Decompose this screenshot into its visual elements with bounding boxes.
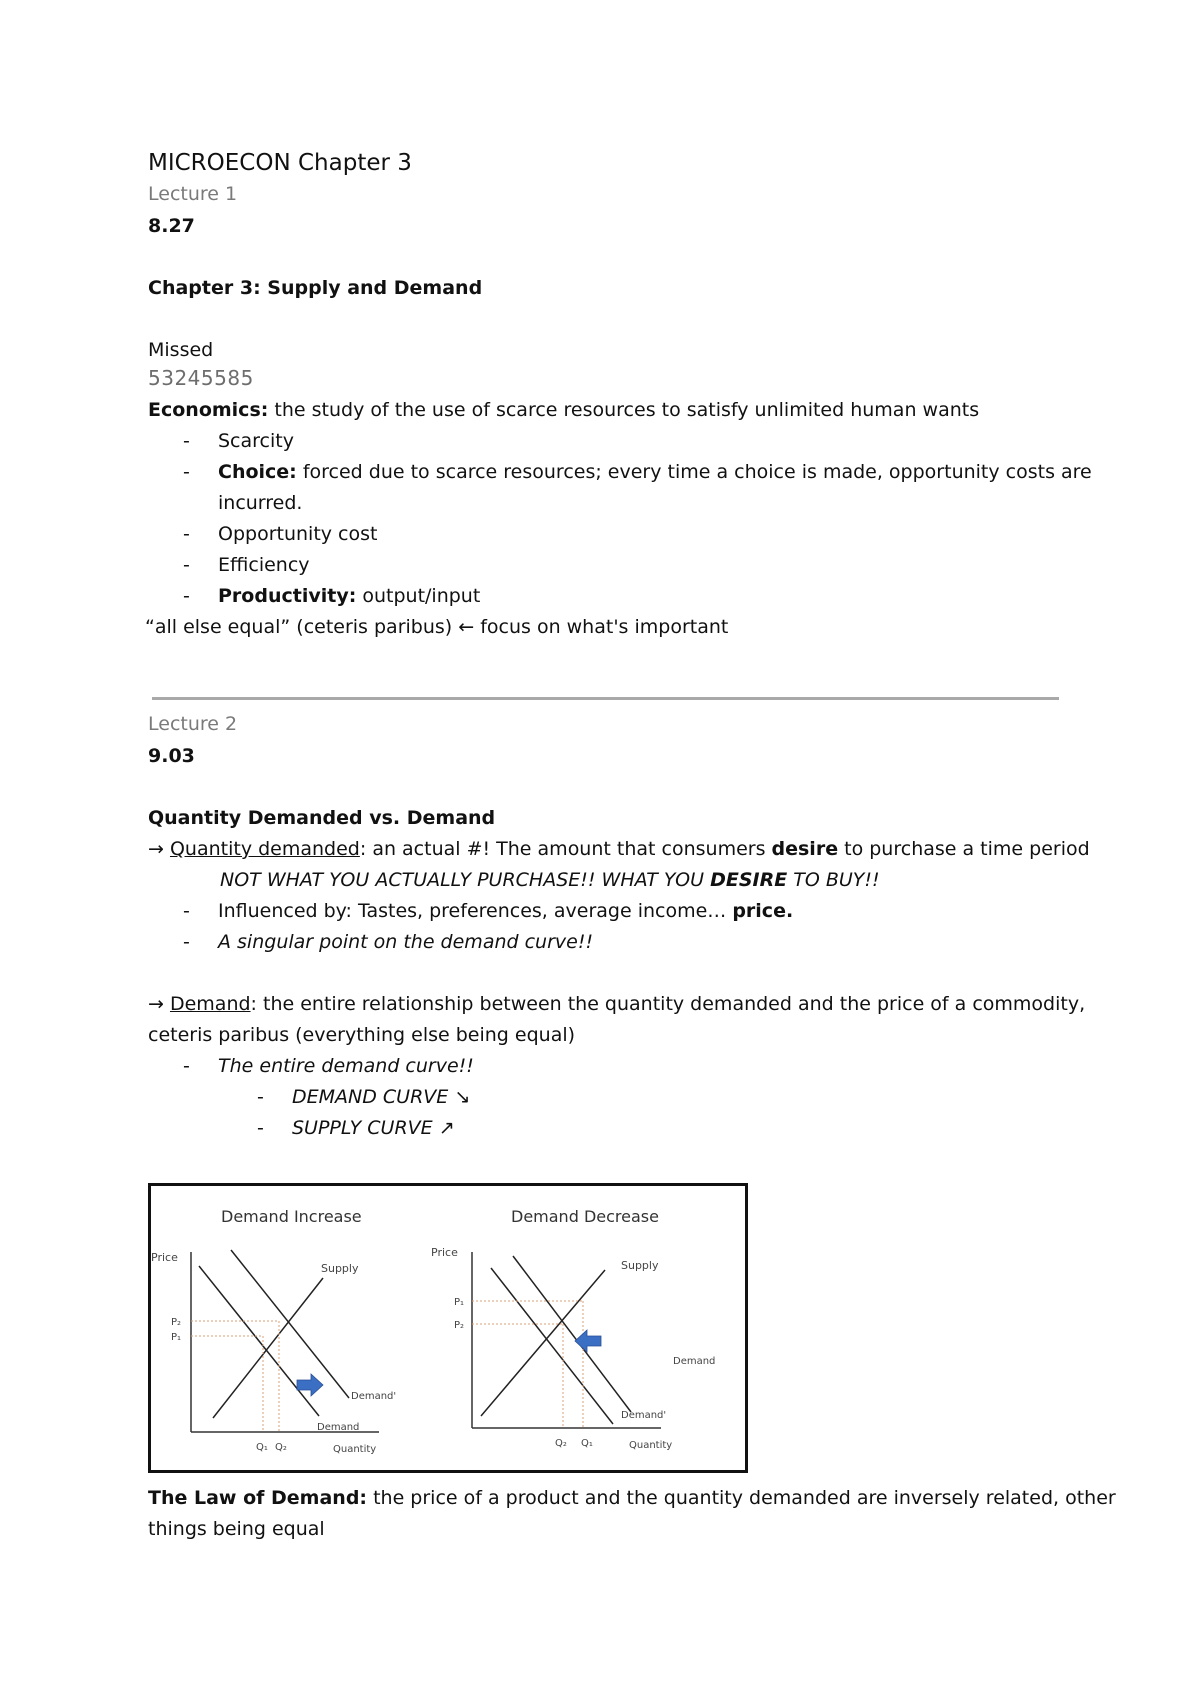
- bullet-text: Choice: forced due to scarce resources; every time a choice is made, opportunity costs are: [218, 461, 1092, 483]
- quantity-demanded-note: NOT WHAT YOU ACTUALLY PURCHASE!! WHAT YOU DESIRE TO BUY!!: [220, 869, 880, 891]
- right-q1-label: Q₁: [581, 1438, 593, 1449]
- demand-definition: → Demand: the entire relationship between the quantity demanded and the price of a commodity,: [148, 993, 1086, 1015]
- left-supply-line: [213, 1278, 323, 1418]
- quantity-demanded-term: Quantity demanded: [169, 838, 360, 860]
- right-price-label: Price: [431, 1246, 458, 1259]
- left-demand-new-label: Demand': [351, 1391, 397, 1402]
- economics-term: Economics:: [148, 399, 269, 421]
- lecture-2-date: 9.03: [148, 745, 195, 767]
- bullet-text: Scarcity: [218, 430, 294, 452]
- left-supply-label: Supply: [321, 1262, 359, 1275]
- bullet-dash: -: [183, 554, 190, 576]
- bullet-text: Influenced by: Tastes, preferences, average income… price.: [218, 900, 794, 922]
- quantity-demanded-definition: → Quantity demanded: an actual #! The amount that consumers desire to purchase a time period: [148, 838, 1090, 860]
- right-title: Demand Decrease: [511, 1207, 659, 1226]
- bullet-text: Efficiency: [218, 554, 310, 576]
- left-price-label: Price: [151, 1251, 178, 1264]
- law-of-demand-term: The Law of Demand:: [148, 1487, 368, 1509]
- economics-definition: [148, 397, 979, 423]
- bullet-text: DEMAND CURVE ↘: [292, 1086, 471, 1108]
- diagram-svg: [151, 1186, 745, 1470]
- section-heading: Quantity Demanded vs. Demand: [148, 807, 496, 829]
- right-demand-new-label: Demand': [621, 1410, 667, 1421]
- law-of-demand: The Law of Demand: the price of a product and the quantity demanded are inversely related, other: [148, 1487, 1116, 1509]
- bullet-text: Opportunity cost: [218, 523, 378, 545]
- bullet-dash: -: [183, 430, 190, 452]
- bullet-dash: -: [183, 900, 190, 922]
- bullet-dash: -: [257, 1086, 264, 1108]
- choice-continuation: incurred.: [218, 492, 303, 514]
- supply-demand-diagram: [148, 1183, 748, 1473]
- left-demand-line: [199, 1266, 319, 1416]
- bullet-dash: -: [183, 523, 190, 545]
- lecture-2-label: Lecture 2: [148, 713, 238, 735]
- law-of-demand-cont: things being equal: [148, 1518, 325, 1540]
- lecture-1-date: 8.27: [148, 215, 195, 237]
- left-quantity-label: Quantity: [333, 1444, 377, 1455]
- left-p1-label: P₁: [171, 1332, 182, 1343]
- document-title: MICROECON Chapter 3: [148, 150, 412, 176]
- id-number: 53245585: [148, 366, 254, 390]
- bullet-dash: -: [183, 461, 190, 483]
- section-divider: [152, 697, 1059, 700]
- bullet-text: SUPPLY CURVE ↗: [292, 1117, 455, 1139]
- demand-term: Demand: [169, 993, 251, 1015]
- bullet-dash: -: [183, 585, 190, 607]
- economics-def-text: the study of the use of scarce resources to satisfy unlimited human wants: [268, 399, 980, 421]
- bullet-text: A singular point on the demand curve!!: [218, 931, 594, 953]
- right-p1-label: P₁: [454, 1297, 465, 1308]
- bullet-text: Productivity: output/input: [218, 585, 481, 607]
- left-q1-label: Q₁: [256, 1442, 268, 1453]
- right-p2-label: P₂: [454, 1320, 465, 1331]
- ceteris-paribus-note: “all else equal” (ceteris paribus) ← focus on what's important: [145, 616, 729, 638]
- lecture-1-label: Lecture 1: [148, 183, 238, 205]
- chapter-heading: Chapter 3: Supply and Demand: [148, 277, 483, 299]
- bullet-dash: -: [183, 931, 190, 953]
- missed-label: Missed: [148, 339, 214, 361]
- shift-left-arrow-icon: [575, 1330, 601, 1352]
- right-demand-line: [513, 1256, 631, 1412]
- right-demand-label: Demand: [673, 1356, 716, 1367]
- left-title: Demand Increase: [221, 1207, 362, 1226]
- bullet-dash: -: [257, 1117, 264, 1139]
- right-q2-label: Q₂: [555, 1438, 567, 1449]
- bullet-text: The entire demand curve!!: [218, 1055, 474, 1077]
- left-demand-label: Demand: [317, 1422, 360, 1433]
- bullet-dash: -: [183, 1055, 190, 1077]
- right-quantity-label: Quantity: [629, 1440, 673, 1451]
- demand-definition-cont: ceteris paribus (everything else being equal): [148, 1024, 576, 1046]
- right-supply-label: Supply: [621, 1259, 659, 1272]
- left-q2-label: Q₂: [275, 1442, 287, 1453]
- left-p2-label: P₂: [171, 1317, 182, 1328]
